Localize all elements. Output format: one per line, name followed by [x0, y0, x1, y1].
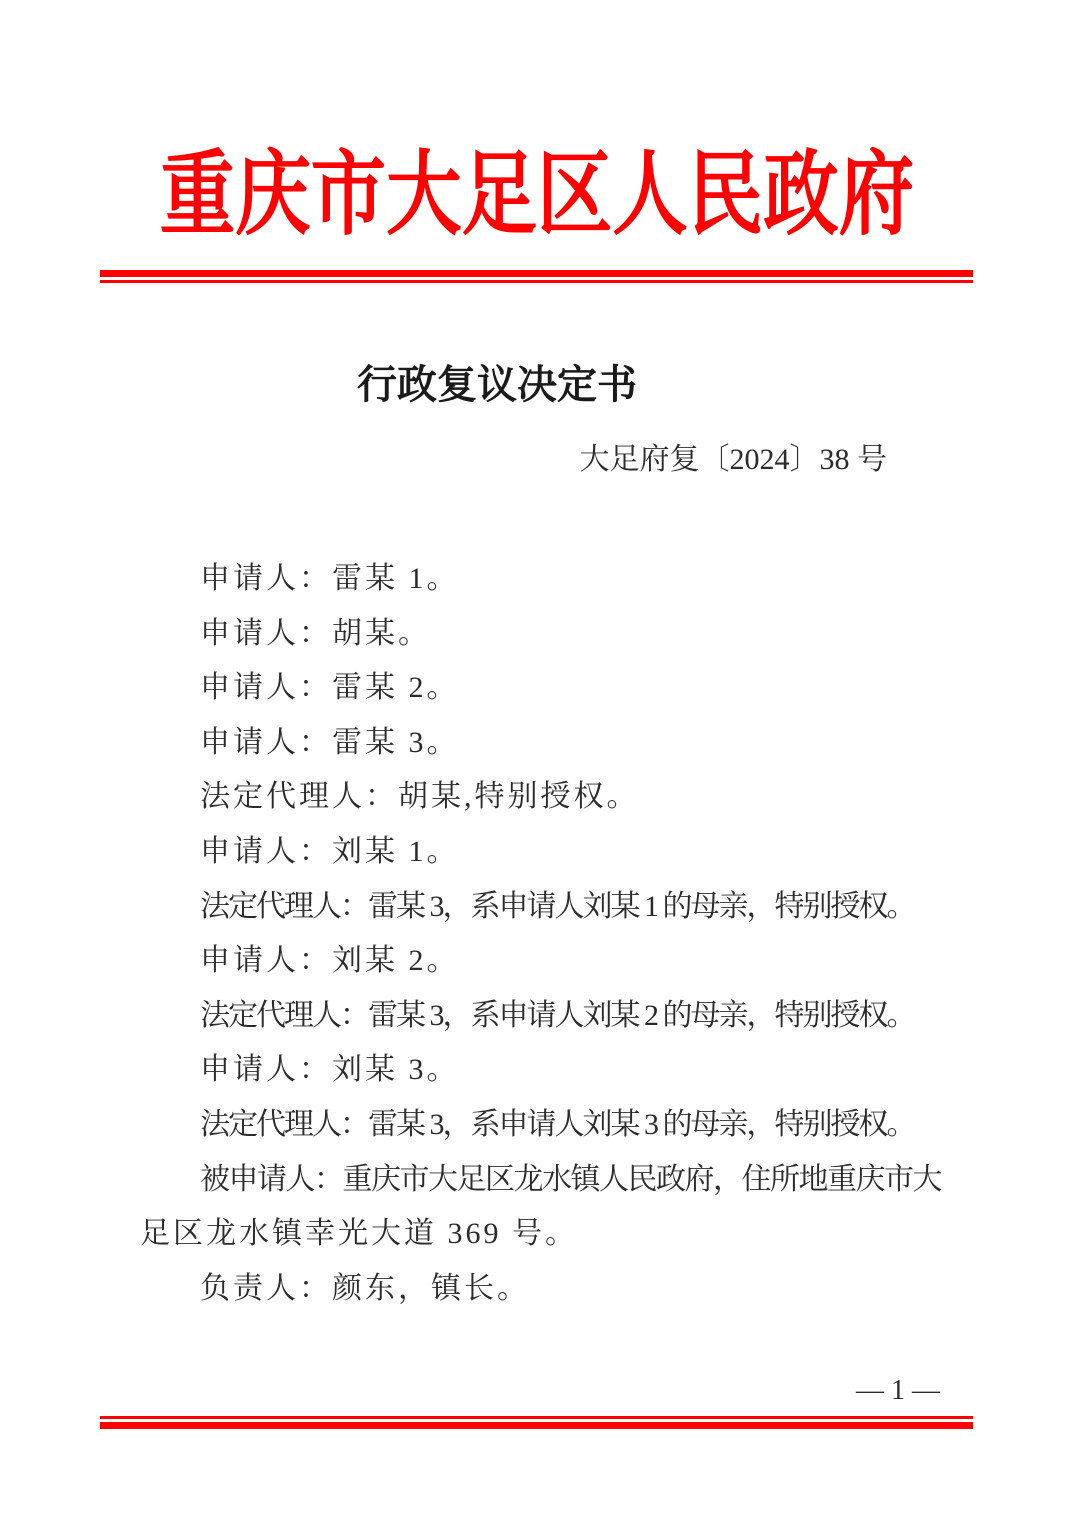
letterhead-double-rule [100, 270, 973, 283]
applicant-line-3: 申请人：雷某 2。 [200, 671, 460, 705]
footer-double-rule [100, 1416, 973, 1429]
applicant-line-7: 申请人：刘某 3。 [200, 1053, 460, 1087]
document-title: 行政复议决定书 [357, 362, 637, 407]
page-number: — 1 — [856, 1375, 940, 1406]
legal-agent-line-3: 法定代理人：雷某 3，系申请人刘某 2 的母亲，特别授权。 [200, 998, 915, 1032]
document-body [140, 552, 950, 1316]
applicant-line-5: 申请人：刘某 1。 [200, 834, 460, 868]
agency-letterhead-title: 重庆市大足区人民政府 [159, 144, 915, 246]
applicant-line-6: 申请人：刘某 2。 [200, 944, 460, 978]
applicant-line-2: 申请人：胡某。 [200, 616, 431, 650]
legal-agent-line-4: 法定代理人：雷某 3，系申请人刘某 3 的母亲，特别授权。 [200, 1107, 915, 1141]
respondent-line-2: 足区龙水镇幸光大道 369 号。 [140, 1217, 578, 1251]
applicant-line-4: 申请人：雷某 3。 [200, 725, 460, 759]
document-number: 大足府复〔2024〕38 号 [579, 443, 887, 476]
legal-agent-line-1: 法定代理人：胡某,特别授权。 [200, 780, 640, 814]
responsible-person-line: 负责人：颜东，镇长。 [200, 1271, 530, 1305]
respondent-line-1: 被申请人：重庆市大足区龙水镇人民政府，住所地重庆市大 [200, 1162, 941, 1196]
legal-agent-line-2: 法定代理人：雷某 3，系申请人刘某 1 的母亲，特别授权。 [200, 889, 915, 923]
applicant-line-1: 申请人：雷某 1。 [200, 562, 460, 595]
